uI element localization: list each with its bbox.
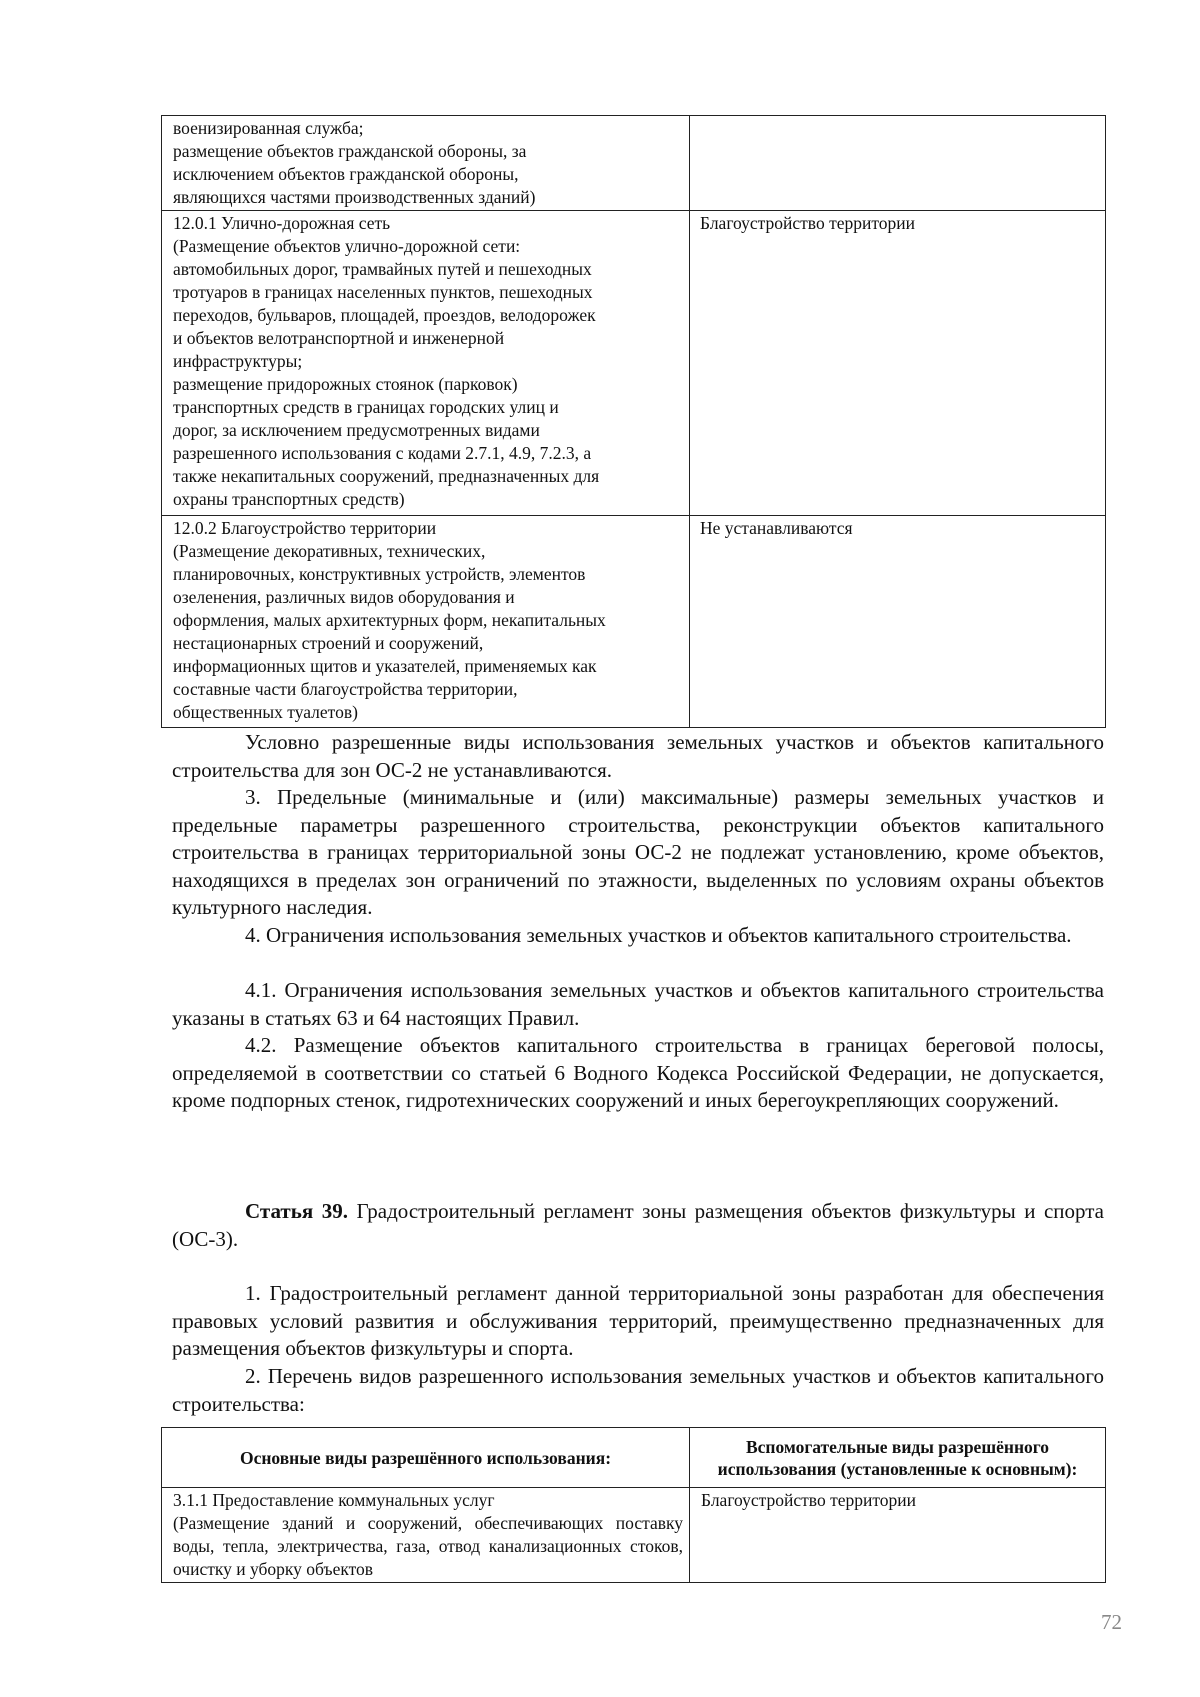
table-header-row: [162, 1428, 1106, 1488]
header-main-uses: Основные виды разрешённого использования:: [162, 1428, 690, 1488]
aux-use-cell: Благоустройство территории: [690, 1488, 1106, 1583]
header-aux-uses: Вспомогательные виды разрешённого использования (установленные к основным):: [690, 1428, 1106, 1488]
use-description: (Размещение зданий и сооружений, обеспечивающих поставку воды, тепла, электричества, газа, отвод канализационных стоков, очистку и уборку объектов: [173, 1513, 683, 1579]
permitted-uses-table-continued: [161, 115, 1106, 728]
aux-use-cell: Благоустройство территории: [690, 211, 1106, 516]
conditional-uses-paragraph: Условно разрешенные виды использования земельных участков и объектов капитального строительства для зон ОС-2 не устанавливаются.: [172, 730, 1104, 782]
table-row: [162, 116, 1106, 211]
article-heading: [172, 1198, 1104, 1253]
limits-paragraph: 3. Предельные (минимальные и (или) максимальные) размеры земельных участков и предельные параметры разрешенного строительства, реконструкции объектов капитального строительства в границах территориальной зоны ОС-2 не подлежат установлению, кроме объектов, находящихся в пределах зон ограничений по этажности, выделенных по условиям охраны объектов культурного наследия.: [172, 785, 1104, 919]
table-row: [162, 211, 1106, 516]
restrictions-4-2-paragraph: 4.2. Размещение объектов капитального строительства в границах береговой полосы, определяемой в соответствии со статьей 6 Водного Кодекса Российской Федерации, не допускается, кроме подпорных стенок, гидротехнических сооружений и иных берегоукрепляющих сооружений.: [172, 1033, 1104, 1112]
permitted-uses-table-os3: [161, 1427, 1106, 1583]
page-number: 72: [1101, 1610, 1122, 1634]
aux-use-cell: Не устанавливаются: [690, 516, 1106, 728]
article-title: Градостроительный регламент зоны размещения объектов физкультуры и спорта (ОС-3).: [172, 1199, 1105, 1251]
aux-use-cell: [690, 116, 1106, 211]
use-title: 3.1.1 Предоставление коммунальных услуг: [173, 1490, 495, 1510]
article-label: Статья 39.: [245, 1199, 348, 1223]
restrictions-paragraph: 4. Ограничения использования земельных участков и объектов капитального строительства.: [245, 923, 1072, 947]
main-use-cell: [162, 1488, 690, 1583]
uses-list-paragraph: 2. Перечень видов разрешенного использования земельных участков и объектов капитального строительства:: [172, 1364, 1104, 1416]
main-use-cell: 12.0.2 Благоустройство территории (Размещение декоративных, технических, планировочных, конструктивных устройств, элементов озеленения, различных видов оборудования и оформления, малых архитектурных форм, некапитальных нестационарных строений и сооружений, информационных щитов и указателей, применяемых как составные части благоустройства территории, общественных туалетов): [162, 516, 690, 728]
regulation-purpose-paragraph: 1. Градостроительный регламент данной территориальной зоны разработан для обеспечения правовых условий развития и обслуживания территорий, преимущественно предназначенных для размещения объектов физкультуры и спорта.: [172, 1281, 1104, 1360]
main-use-cell: военизированная служба; размещение объектов гражданской обороны, за исключением объектов гражданской обороны, являющихся частями производственных зданий): [162, 116, 690, 211]
restrictions-4-1-paragraph: 4.1. Ограничения использования земельных участков и объектов капитального строительства указаны в статьях 63 и 64 настоящих Правил.: [172, 978, 1104, 1030]
table-row: [162, 1488, 1106, 1583]
table-row: [162, 516, 1106, 728]
main-use-cell: 12.0.1 Улично-дорожная сеть (Размещение объектов улично-дорожной сети: автомобильных дорог, трамвайных путей и пешеходных тротуаров в границах населенных пунктов, пешеходных переходов, бульваров, площадей, проездов, велодорожек и объектов велотранспортной и инженерной инфраструктуры; размещение придорожных стоянок (парковок) транспортных средств в границах городских улиц и дорог, за исключением предусмотренных видами разрешенного использования с кодами 2.7.1, 4.9, 7.2.3, а также некапитальных сооружений, предназначенных для охраны транспортных средств): [162, 211, 690, 516]
